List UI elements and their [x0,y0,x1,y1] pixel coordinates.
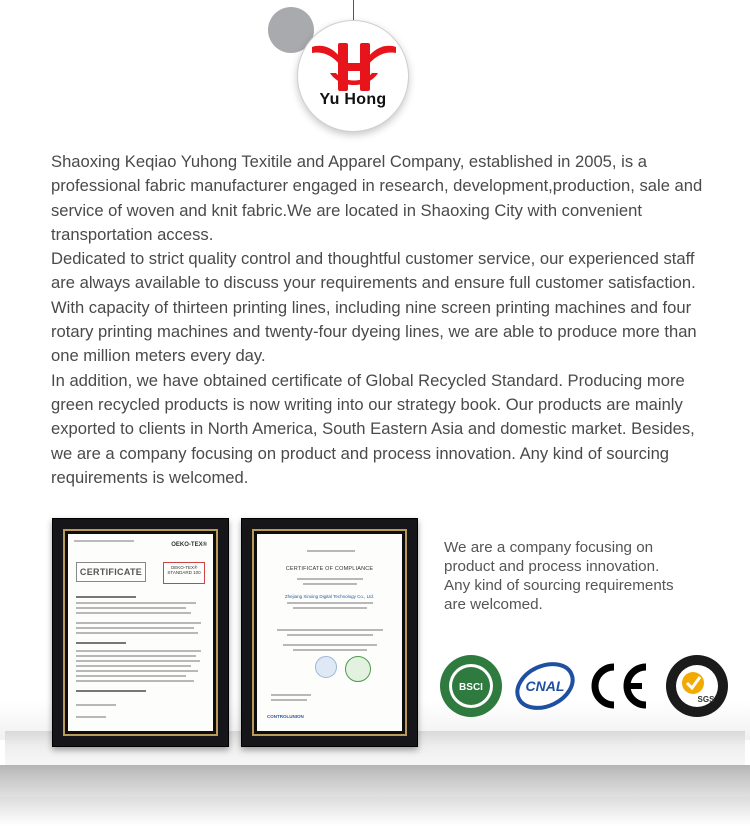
intro-paragraph: Dedicated to strict quality control and thoughtful customer service, our experienced staff are always available to discuss your requirements and ensure full customer satisfaction. With capacity of thirteen printing lines, including nine screen printing machines and four rotary printing machines and twenty-four dyeing lines, we are able to produce more than one million meters every day. [51,249,697,366]
brand-name: Yu Hong [319,91,387,108]
blurb-line: Any kind of sourcing requirements [444,577,674,594]
doc-line [76,655,196,657]
certified-company: Zhejiang Xinxing Digital Technology Co., Ltd. [284,594,375,599]
doc-line [76,596,136,598]
cnal-icon [514,655,576,725]
grs-seal-icon [345,656,371,682]
display-shelf-shadow [0,797,750,826]
yu-hong-logo-icon [310,39,398,95]
doc-line [76,716,106,718]
doc-line [277,629,383,631]
doc-line [297,578,363,580]
certificate-title: CERTIFICATE [76,562,146,582]
doc-line [76,670,198,672]
doc-line [293,649,367,651]
doc-line [76,650,201,652]
doc-line [76,632,198,634]
doc-line [76,607,186,609]
doc-line [76,642,126,644]
doc-line [76,704,116,706]
cnal-label: CNAL [525,678,565,694]
doc-line [76,680,194,682]
doc-line [76,675,186,677]
doc-line [76,612,191,614]
certificate-frame-oeko-tex [52,518,229,747]
display-shelf-front [0,765,750,797]
standard-badge: OEKO-TEX® STANDARD 100 [163,562,205,584]
ce-mark-icon [586,655,650,725]
doc-line [287,602,373,604]
certificate-frame-grs [241,518,418,747]
control-union-mark: CONTROLUNION [267,714,304,719]
doc-line [76,660,200,662]
intro-text [51,150,711,490]
oeko-tex-mark: OEKO-TEX® [171,542,207,548]
intro-paragraph: Shaoxing Keqiao Yuhong Texitile and Apparel Company, established in 2005, is a professional fabric manufacturer engaged in research, development,production, sale and service of woven and knit fabric.We are located in Shaoxing City with convenient transportation access. [51,152,703,244]
doc-line [307,550,355,552]
doc-line [76,622,201,624]
bsci-label: BSCI [459,682,483,693]
blurb-line: We are a company focusing on [444,539,654,556]
bsci-icon [440,655,502,717]
doc-line [76,690,146,692]
sgs-label: SGS [697,695,715,704]
doc-line [76,627,194,629]
doc-line [271,694,311,696]
doc-line [283,644,377,646]
doc-line [271,699,307,701]
logo-hanging-line [353,0,354,22]
doc-line [76,602,196,604]
blurb-line: product and process innovation. [444,558,660,575]
brand-logo [297,20,409,132]
doc-line [303,583,357,585]
intro-paragraph: In addition, we have obtained certificate of Global Recycled Standard. Producing more green recycled products is now writing into our strategy book. Our products are mainly exported to clients in North America, South Eastern Asia and domestic market. Besides, we are a company focusing on product and process innovation. Any kind of sourcing requirements is welcomed. [51,370,695,487]
focus-blurb [444,538,704,614]
certificate-paper [257,534,402,731]
certificate-title: CERTIFICATE OF COMPLIANCE [285,566,374,572]
blurb-line: are welcomed. [444,596,543,613]
certificate-paper [68,534,213,731]
certification-seal-icon [315,656,337,678]
doc-line [287,634,373,636]
doc-line [293,607,367,609]
sgs-icon [666,655,728,717]
doc-line [76,665,191,667]
doc-header-line [74,540,134,542]
